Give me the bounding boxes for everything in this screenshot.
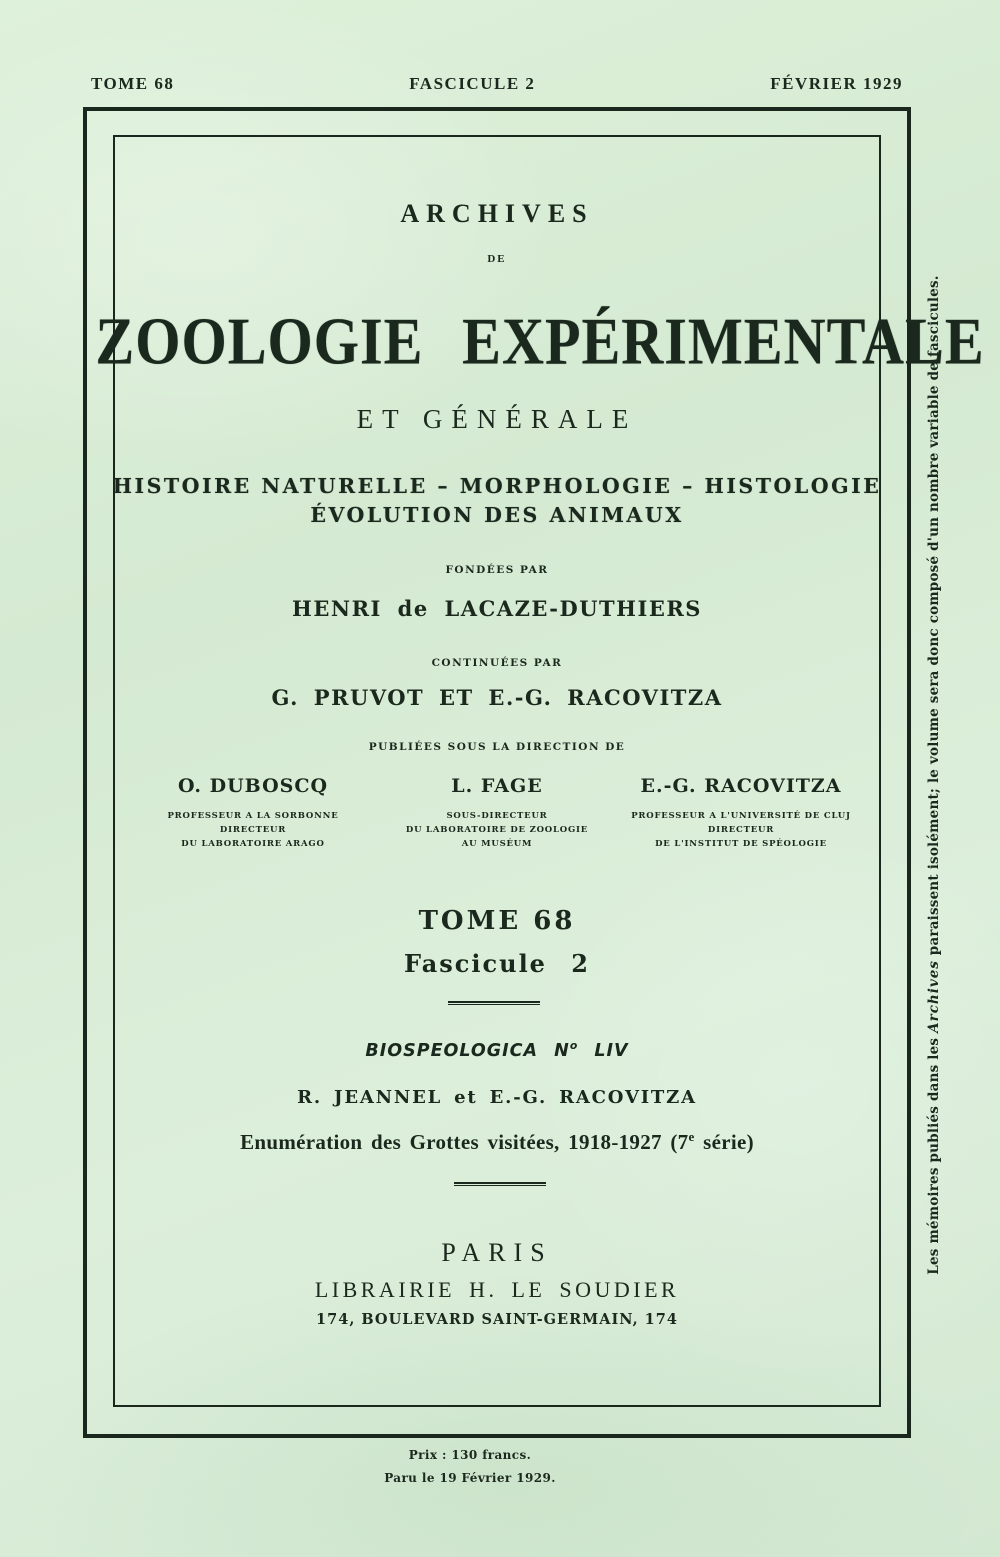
- imprint-city: PARIS: [441, 1238, 553, 1267]
- director-title-line: DU LABORATOIRE DE ZOOLOGIE: [405, 825, 589, 835]
- article-series: [83, 1039, 911, 1061]
- header-fascicule: FASCICULE 2: [409, 74, 536, 93]
- masthead-subjects: [83, 472, 911, 530]
- article-title: [83, 1129, 911, 1155]
- subjects-line-2: ÉVOLUTION DES ANIMAUX: [310, 503, 684, 527]
- article-title-text: Enumération des Grottes visitées, 1918-1927 (7: [240, 1130, 689, 1154]
- director-fage: [375, 775, 619, 851]
- margin-note-end: paraissent isolément; le volume sera donc composé d'un nombre variable de fascicules.: [926, 275, 942, 961]
- margin-note-archives-italic: Archives: [926, 960, 942, 1033]
- colophon: [56, 1444, 884, 1490]
- masthead-archives: ARCHIVES: [400, 199, 594, 228]
- founder-name: HENRI de LACAZE-DUTHIERS: [292, 596, 702, 621]
- article-title-ordinal: e: [688, 1129, 695, 1144]
- separator-rule: [448, 1001, 540, 1005]
- continuators-names: G. PRUVOT ET E.-G. RACOVITZA: [271, 685, 723, 710]
- subjects-line-1: HISTOIRE NATURELLE – MORPHOLOGIE – HISTOLOGIE: [112, 474, 882, 498]
- article-authors: R. JEANNEL et E.-G. RACOVITZA: [297, 1087, 697, 1108]
- series-ordinal: o: [569, 1039, 579, 1052]
- header-tome: TOME 68: [91, 74, 175, 93]
- masthead-main-title: ZOOLOGIE EXPÉRIMENTALE: [95, 304, 985, 379]
- article-title-end: série): [694, 1130, 754, 1154]
- price-line: Prix : 130 francs.: [408, 1448, 532, 1462]
- imprint-address: 174, BOULEVARD SAINT-GERMAIN, 174: [316, 1311, 678, 1328]
- director-title-line: PROFESSEUR A LA SORBONNE: [167, 811, 339, 821]
- direction-label: PUBLIÉES SOUS LA DIRECTION DE: [368, 741, 626, 753]
- directors-row: [113, 775, 881, 851]
- header-date: FÉVRIER 1929: [770, 74, 903, 93]
- published-line: Paru le 19 Février 1929.: [384, 1471, 556, 1485]
- masthead-de: DE: [487, 253, 507, 265]
- director-name: L. FAGE: [451, 775, 543, 797]
- margin-note: [923, 235, 945, 1315]
- director-title-line: DU LABORATOIRE ARAGO: [181, 839, 325, 849]
- issue-tome: TOME 68: [418, 906, 576, 936]
- director-title-line: PROFESSEUR A L'UNIVERSITÉ DE CLUJ: [631, 811, 851, 821]
- continued-by-label: CONTINUÉES PAR: [431, 657, 563, 669]
- director-title-line: SOUS-DIRECTEUR: [446, 811, 548, 821]
- director-title-line: AU MUSÉUM: [461, 839, 533, 849]
- margin-note-start: Les mémoires publiés dans les: [926, 1032, 942, 1275]
- director-duboscq: [131, 775, 375, 851]
- separator-rule: [454, 1182, 546, 1186]
- director-name: E.-G. RACOVITZA: [640, 775, 842, 797]
- series-number: LIV: [578, 1040, 629, 1061]
- director-title-line: DIRECTEUR: [219, 825, 287, 835]
- director-racovitza: [619, 775, 863, 851]
- imprint-publisher: LIBRAIRIE H. LE SOUDIER: [314, 1277, 680, 1302]
- series-prefix: BIOSPEOLOGICA N: [365, 1040, 570, 1061]
- corner-header: [83, 74, 911, 94]
- masthead-subtitle: ET GÉNÉRALE: [356, 404, 638, 434]
- director-title-line: DIRECTEUR: [707, 825, 775, 835]
- director-title-line: DE L'INSTITUT DE SPÉOLOGIE: [655, 839, 827, 849]
- director-name: O. DUBOSCQ: [177, 775, 329, 797]
- founded-by-label: FONDÉES PAR: [445, 564, 549, 576]
- issue-fascicule: Fascicule 2: [403, 949, 591, 978]
